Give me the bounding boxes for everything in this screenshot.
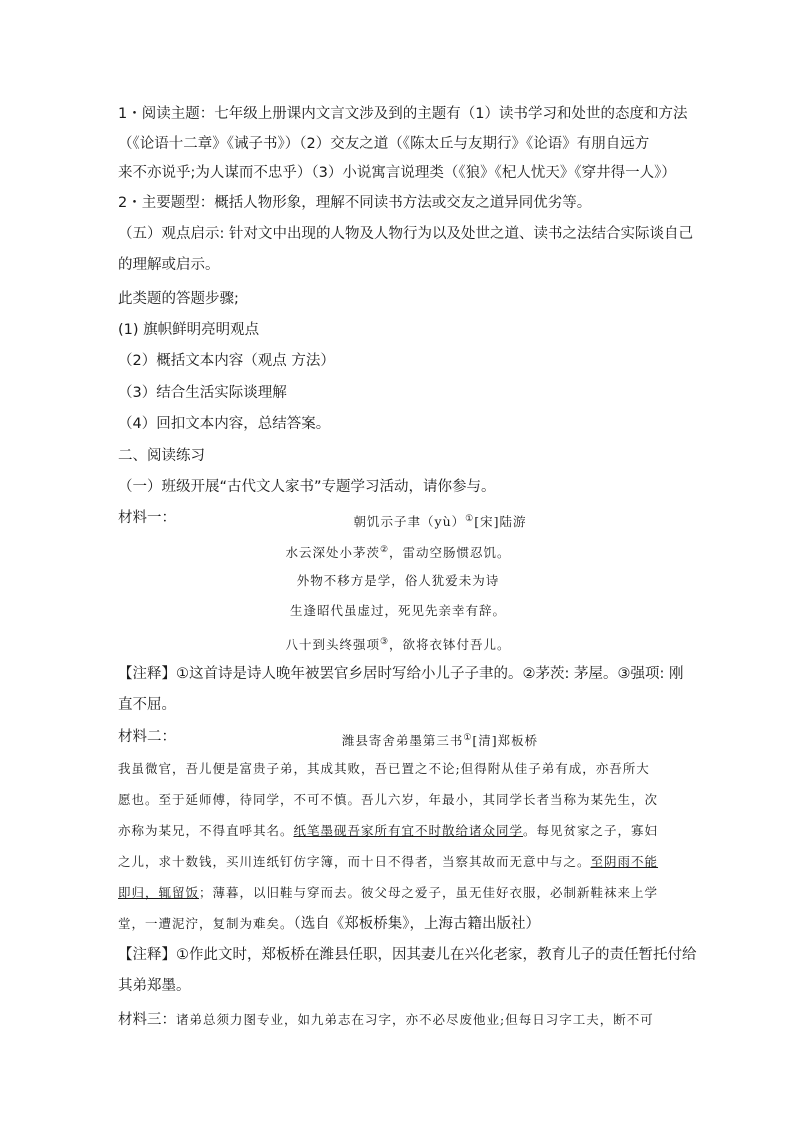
- material-2-line-1: 我虽微官，吾儿便是富贵子弟，其成其败，吾已置之不论;但得附从佳子弟有成，亦吾所大: [118, 761, 650, 776]
- viewpoint-line-1: （五）观点启示: 针对文中出现的人物及人物行为以及处世之道、读书之法结合实际谈自己: [118, 226, 693, 242]
- poem-line-3: 生逢昭代虽虚过，死见先亲幸有辞。: [289, 603, 506, 618]
- reading-theme-line-2: （《论语十二章》《诫子书》）（2）交友之道（《陈太丘与友期行》《论语》有朋自远方: [118, 136, 650, 152]
- step-2: （2）概括文本内容（观点 方法）: [118, 353, 335, 369]
- poem-line-2: 外物不移方是学，俗人犹爱未为诗: [296, 573, 500, 588]
- underlined-sentence-2a: 至阴雨不能: [590, 854, 659, 869]
- step-3: （3）结合生活实际谈理解: [118, 385, 287, 401]
- underlined-sentence-1: 纸笔墨砚吾家所有宜不时散给诸众同学: [293, 823, 524, 838]
- main-type-line: 2・主要题型：概括人物形象，理解不同读书方法或交友之道异同优劣等。: [118, 195, 592, 211]
- material-1-note-line-1: 【注释】①这首诗是诗人晚年被罢官乡居时写给小儿子子聿的。②茅茨: 茅屋。③强项: 刚: [118, 666, 684, 682]
- reading-theme-line-1: 1・阅读主题：七年级上册课内文言文涉及到的主题有（1）读书学习和处世的态度和方法: [118, 106, 688, 122]
- material-2-label: 材料二：: [118, 729, 176, 745]
- material-2-line-3: 亦称为某兄，不得直呼其名。纸笔墨砚吾家所有宜不时散给诸众同学。每见贫家之子，寡妇: [118, 823, 659, 838]
- material-2-note-line-2: 其弟郑墨。: [118, 978, 191, 994]
- material-2-title: 潍县寄舍弟墨第三书①[清]郑板桥: [341, 733, 539, 749]
- material-2-line-6: 堂，一遭泥泞，复制为难矣。（选自《郑板桥集》，上海古籍出版社）: [118, 916, 541, 932]
- material-1-title: 朝饥示子聿（yù）①[宋]陆游: [353, 514, 527, 530]
- poem-line-4: 八十到头终强项③，欲将衣钵付吾儿。: [285, 637, 511, 653]
- viewpoint-line-2: 的理解或启示。: [118, 257, 220, 273]
- reading-theme-line-3: 来不亦说乎;为人谋而不忠乎）（3）小说寓言说理类（《狼》《杞人忧天》《穿井得一人》）: [118, 165, 676, 181]
- step-4: （4）回扣文本内容，总结答案。: [118, 416, 331, 432]
- poem-line-1: 水云深处小茅茨②，雷动空肠惯忍饥。: [285, 545, 511, 561]
- material-2-line-5: 即归，辄留饭；薄暮，以旧鞋与穿而去。彼父母之爱子，虽无佳好衣服，必制新鞋袜来上学: [118, 885, 659, 900]
- section-heading: 二、阅读练习: [118, 448, 205, 464]
- material-1-label: 材料一：: [118, 510, 176, 526]
- material-3-line-1: 材料三：诸弟总须力图专业，如九弟志在习字，亦不必尽废他业;但每日习字工夫，断不可: [118, 1012, 654, 1028]
- steps-intro: 此类题的答题步骤;: [118, 291, 239, 307]
- material-3-label: 材料三：: [118, 1012, 176, 1028]
- material-1-note-line-2: 直不屈。: [118, 697, 176, 713]
- underlined-sentence-2b: 即归，辄留饭: [118, 885, 200, 900]
- step-1: (1) 旗帜鲜明亮明观点: [118, 322, 260, 338]
- material-2-line-4: 之儿，求十数钱，买川连纸钉仿字簿，而十日不得者，当察其故而无意中与之。至阴雨不能: [118, 854, 659, 869]
- part-1-intro: （一）班级开展“古代文人家书”专题学习活动，请你参与。: [118, 479, 496, 495]
- material-2-note-line-1: 【注释】①作此文时，郑板桥在潍县任职，因其妻儿在兴化老家，教育儿子的责任暂托付给: [118, 947, 697, 963]
- material-2-line-2: 愿也。至于延师傅，待同学，不可不慎。吾儿六岁，年最小，其同学长者当称为某先生，次: [118, 792, 659, 807]
